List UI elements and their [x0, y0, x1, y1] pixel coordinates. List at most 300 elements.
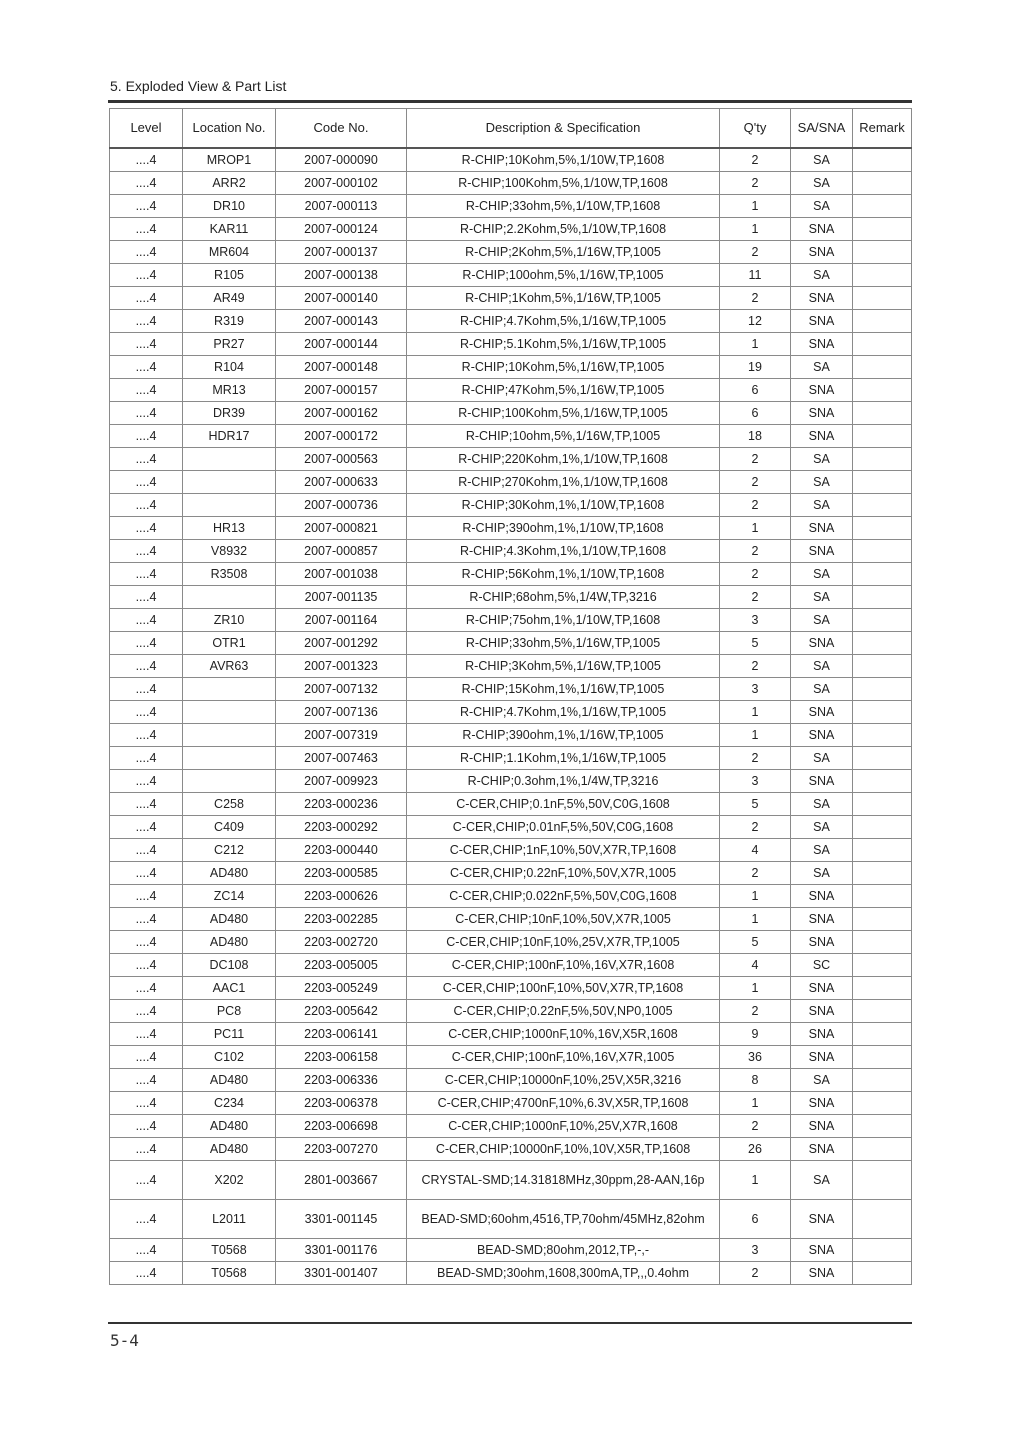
remark-cell	[853, 1262, 912, 1285]
sasna-cell: SNA	[791, 241, 853, 264]
header-location: Location No.	[183, 109, 276, 149]
description-cell: R-CHIP;2.2Kohm,5%,1/10W,TP,1608	[407, 218, 720, 241]
level-cell: ....4	[110, 1239, 183, 1262]
code-cell: 2007-009923	[276, 770, 407, 793]
table-row	[110, 632, 912, 655]
sasna-cell: SNA	[791, 1046, 853, 1069]
code-cell: 2007-000090	[276, 148, 407, 172]
location-cell: L2011	[183, 1200, 276, 1239]
remark-cell	[853, 1200, 912, 1239]
sasna-cell: SA	[791, 356, 853, 379]
qty-cell: 2	[720, 1000, 791, 1023]
qty-cell: 1	[720, 885, 791, 908]
code-cell: 2801-003667	[276, 1161, 407, 1200]
level-cell: ....4	[110, 241, 183, 264]
code-cell: 2203-005642	[276, 1000, 407, 1023]
location-cell	[183, 586, 276, 609]
table-row	[110, 862, 912, 885]
description-cell: R-CHIP;10Kohm,5%,1/16W,TP,1005	[407, 356, 720, 379]
code-cell: 2007-000633	[276, 471, 407, 494]
remark-cell	[853, 954, 912, 977]
code-cell: 2007-000162	[276, 402, 407, 425]
sasna-cell: SA	[791, 172, 853, 195]
remark-cell	[853, 471, 912, 494]
remark-cell	[853, 1000, 912, 1023]
remark-cell	[853, 448, 912, 471]
location-cell: R319	[183, 310, 276, 333]
table-row	[110, 816, 912, 839]
code-cell: 2203-005005	[276, 954, 407, 977]
location-cell: OTR1	[183, 632, 276, 655]
location-cell: C234	[183, 1092, 276, 1115]
level-cell: ....4	[110, 540, 183, 563]
location-cell: T0568	[183, 1262, 276, 1285]
table-row	[110, 448, 912, 471]
qty-cell: 9	[720, 1023, 791, 1046]
remark-cell	[853, 1069, 912, 1092]
level-cell: ....4	[110, 1115, 183, 1138]
sasna-cell: SA	[791, 1161, 853, 1200]
remark-cell	[853, 517, 912, 540]
remark-cell	[853, 1161, 912, 1200]
table-row	[110, 1023, 912, 1046]
level-cell: ....4	[110, 494, 183, 517]
table-row	[110, 494, 912, 517]
location-cell: PC8	[183, 1000, 276, 1023]
location-cell: HDR17	[183, 425, 276, 448]
description-cell: C-CER,CHIP;10nF,10%,25V,X7R,TP,1005	[407, 931, 720, 954]
qty-cell: 2	[720, 563, 791, 586]
remark-cell	[853, 816, 912, 839]
remark-cell	[853, 839, 912, 862]
description-cell: CRYSTAL-SMD;14.31818MHz,30ppm,28-AAN,16p	[407, 1161, 720, 1200]
level-cell: ....4	[110, 563, 183, 586]
sasna-cell: SA	[791, 494, 853, 517]
code-cell: 2007-001323	[276, 655, 407, 678]
description-cell: R-CHIP;30Kohm,1%,1/10W,TP,1608	[407, 494, 720, 517]
qty-cell: 3	[720, 678, 791, 701]
table-row	[110, 1262, 912, 1285]
level-cell: ....4	[110, 402, 183, 425]
qty-cell: 5	[720, 632, 791, 655]
table-row	[110, 701, 912, 724]
description-cell: R-CHIP;47Kohm,5%,1/16W,TP,1005	[407, 379, 720, 402]
description-cell: C-CER,CHIP;1000nF,10%,16V,X5R,1608	[407, 1023, 720, 1046]
header-remark: Remark	[853, 109, 912, 149]
level-cell: ....4	[110, 747, 183, 770]
table-row	[110, 241, 912, 264]
remark-cell	[853, 678, 912, 701]
table-row	[110, 1200, 912, 1239]
description-cell: R-CHIP;1Kohm,5%,1/16W,TP,1005	[407, 287, 720, 310]
code-cell: 2007-000113	[276, 195, 407, 218]
table-row	[110, 908, 912, 931]
level-cell: ....4	[110, 517, 183, 540]
qty-cell: 1	[720, 218, 791, 241]
location-cell: X202	[183, 1161, 276, 1200]
code-cell: 2007-007463	[276, 747, 407, 770]
location-cell: C409	[183, 816, 276, 839]
qty-cell: 8	[720, 1069, 791, 1092]
description-cell: C-CER,CHIP;1000nF,10%,25V,X7R,1608	[407, 1115, 720, 1138]
qty-cell: 5	[720, 931, 791, 954]
level-cell: ....4	[110, 172, 183, 195]
qty-cell: 1	[720, 977, 791, 1000]
level-cell: ....4	[110, 379, 183, 402]
qty-cell: 6	[720, 402, 791, 425]
code-cell: 2203-006378	[276, 1092, 407, 1115]
qty-cell: 2	[720, 448, 791, 471]
level-cell: ....4	[110, 1046, 183, 1069]
table-row	[110, 586, 912, 609]
sasna-cell: SNA	[791, 1239, 853, 1262]
qty-cell: 2	[720, 241, 791, 264]
location-cell	[183, 724, 276, 747]
level-cell: ....4	[110, 862, 183, 885]
table-row	[110, 287, 912, 310]
sasna-cell: SNA	[791, 1262, 853, 1285]
table-row	[110, 885, 912, 908]
description-cell: R-CHIP;390ohm,1%,1/16W,TP,1005	[407, 724, 720, 747]
header-description: Description & Specification	[407, 109, 720, 149]
sasna-cell: SNA	[791, 333, 853, 356]
header-level: Level	[110, 109, 183, 149]
location-cell	[183, 770, 276, 793]
description-cell: R-CHIP;33ohm,5%,1/16W,TP,1005	[407, 632, 720, 655]
table-row	[110, 1115, 912, 1138]
qty-cell: 1	[720, 724, 791, 747]
table-row	[110, 471, 912, 494]
parts-table	[109, 108, 912, 1285]
table-row	[110, 540, 912, 563]
table-row	[110, 655, 912, 678]
table-row	[110, 356, 912, 379]
description-cell: C-CER,CHIP;100nF,10%,16V,X7R,1608	[407, 954, 720, 977]
sasna-cell: SNA	[791, 379, 853, 402]
code-cell: 2007-001038	[276, 563, 407, 586]
level-cell: ....4	[110, 609, 183, 632]
sasna-cell: SNA	[791, 310, 853, 333]
location-cell: R105	[183, 264, 276, 287]
location-cell: MR604	[183, 241, 276, 264]
remark-cell	[853, 310, 912, 333]
code-cell: 2007-000140	[276, 287, 407, 310]
location-cell	[183, 678, 276, 701]
level-cell: ....4	[110, 333, 183, 356]
remark-cell	[853, 425, 912, 448]
qty-cell: 2	[720, 862, 791, 885]
table-row	[110, 1138, 912, 1161]
code-cell: 2007-000102	[276, 172, 407, 195]
description-cell: C-CER,CHIP;100nF,10%,50V,X7R,TP,1608	[407, 977, 720, 1000]
description-cell: C-CER,CHIP;0.22nF,10%,50V,X7R,1005	[407, 862, 720, 885]
sasna-cell: SA	[791, 816, 853, 839]
description-cell: R-CHIP;390ohm,1%,1/10W,TP,1608	[407, 517, 720, 540]
sasna-cell: SNA	[791, 540, 853, 563]
description-cell: C-CER,CHIP;0.022nF,5%,50V,C0G,1608	[407, 885, 720, 908]
code-cell: 2007-000563	[276, 448, 407, 471]
table-row	[110, 770, 912, 793]
level-cell: ....4	[110, 908, 183, 931]
remark-cell	[853, 770, 912, 793]
description-cell: C-CER,CHIP;10000nF,10%,10V,X5R,TP,1608	[407, 1138, 720, 1161]
parts-table-body	[110, 148, 912, 1285]
header-sasna: SA/SNA	[791, 109, 853, 149]
qty-cell: 1	[720, 1092, 791, 1115]
sasna-cell: SNA	[791, 1023, 853, 1046]
sasna-cell: SA	[791, 678, 853, 701]
code-cell: 2007-001292	[276, 632, 407, 655]
qty-cell: 2	[720, 816, 791, 839]
description-cell: C-CER,CHIP;10000nF,10%,25V,X5R,3216	[407, 1069, 720, 1092]
qty-cell: 2	[720, 287, 791, 310]
qty-cell: 2	[720, 1115, 791, 1138]
remark-cell	[853, 747, 912, 770]
location-cell: R3508	[183, 563, 276, 586]
level-cell: ....4	[110, 148, 183, 172]
qty-cell: 3	[720, 770, 791, 793]
description-cell: R-CHIP;2Kohm,5%,1/16W,TP,1005	[407, 241, 720, 264]
code-cell: 2007-000124	[276, 218, 407, 241]
code-cell: 2203-000626	[276, 885, 407, 908]
table-row	[110, 1000, 912, 1023]
table-row	[110, 148, 912, 172]
sasna-cell: SNA	[791, 908, 853, 931]
code-cell: 3301-001145	[276, 1200, 407, 1239]
level-cell: ....4	[110, 310, 183, 333]
remark-cell	[853, 1046, 912, 1069]
qty-cell: 1	[720, 195, 791, 218]
location-cell	[183, 494, 276, 517]
description-cell: BEAD-SMD;80ohm,2012,TP,-,-	[407, 1239, 720, 1262]
code-cell: 2007-000172	[276, 425, 407, 448]
table-row	[110, 1161, 912, 1200]
code-cell: 2203-006141	[276, 1023, 407, 1046]
level-cell: ....4	[110, 931, 183, 954]
sasna-cell: SNA	[791, 218, 853, 241]
section-title: 5. Exploded View & Part List	[110, 78, 287, 94]
sasna-cell: SA	[791, 839, 853, 862]
level-cell: ....4	[110, 1138, 183, 1161]
level-cell: ....4	[110, 195, 183, 218]
sasna-cell: SNA	[791, 931, 853, 954]
qty-cell: 1	[720, 333, 791, 356]
code-cell: 2203-000585	[276, 862, 407, 885]
description-cell: R-CHIP;100Kohm,5%,1/16W,TP,1005	[407, 402, 720, 425]
code-cell: 2007-000148	[276, 356, 407, 379]
sasna-cell: SA	[791, 471, 853, 494]
level-cell: ....4	[110, 770, 183, 793]
description-cell: BEAD-SMD;60ohm,4516,TP,70ohm/45MHz,82ohm	[407, 1200, 720, 1239]
level-cell: ....4	[110, 839, 183, 862]
sasna-cell: SA	[791, 1069, 853, 1092]
qty-cell: 6	[720, 379, 791, 402]
table-row	[110, 747, 912, 770]
table-header-row	[110, 109, 912, 149]
qty-cell: 11	[720, 264, 791, 287]
sasna-cell: SA	[791, 609, 853, 632]
sasna-cell: SNA	[791, 701, 853, 724]
code-cell: 2007-007319	[276, 724, 407, 747]
qty-cell: 5	[720, 793, 791, 816]
level-cell: ....4	[110, 724, 183, 747]
table-row	[110, 678, 912, 701]
level-cell: ....4	[110, 218, 183, 241]
location-cell: AR49	[183, 287, 276, 310]
remark-cell	[853, 931, 912, 954]
sasna-cell: SC	[791, 954, 853, 977]
remark-cell	[853, 494, 912, 517]
remark-cell	[853, 977, 912, 1000]
description-cell: R-CHIP;68ohm,5%,1/4W,TP,3216	[407, 586, 720, 609]
remark-cell	[853, 287, 912, 310]
location-cell: V8932	[183, 540, 276, 563]
description-cell: R-CHIP;220Kohm,1%,1/10W,TP,1608	[407, 448, 720, 471]
level-cell: ....4	[110, 885, 183, 908]
table-row	[110, 793, 912, 816]
remark-cell	[853, 402, 912, 425]
description-cell: R-CHIP;4.3Kohm,1%,1/10W,TP,1608	[407, 540, 720, 563]
qty-cell: 4	[720, 954, 791, 977]
sasna-cell: SNA	[791, 1200, 853, 1239]
table-row	[110, 563, 912, 586]
qty-cell: 36	[720, 1046, 791, 1069]
remark-cell	[853, 1115, 912, 1138]
description-cell: R-CHIP;1.1Kohm,1%,1/16W,TP,1005	[407, 747, 720, 770]
table-row	[110, 839, 912, 862]
table-row	[110, 402, 912, 425]
description-cell: BEAD-SMD;30ohm,1608,300mA,TP,,,0.4ohm	[407, 1262, 720, 1285]
location-cell: AD480	[183, 862, 276, 885]
header-qty: Q'ty	[720, 109, 791, 149]
location-cell: MROP1	[183, 148, 276, 172]
remark-cell	[853, 195, 912, 218]
qty-cell: 2	[720, 655, 791, 678]
code-cell: 2007-007136	[276, 701, 407, 724]
remark-cell	[853, 1023, 912, 1046]
description-cell: R-CHIP;10Kohm,5%,1/10W,TP,1608	[407, 148, 720, 172]
qty-cell: 2	[720, 148, 791, 172]
qty-cell: 2	[720, 586, 791, 609]
sasna-cell: SNA	[791, 770, 853, 793]
qty-cell: 2	[720, 1262, 791, 1285]
level-cell: ....4	[110, 977, 183, 1000]
level-cell: ....4	[110, 471, 183, 494]
remark-cell	[853, 609, 912, 632]
table-row	[110, 1069, 912, 1092]
description-cell: C-CER,CHIP;0.22nF,5%,50V,NP0,1005	[407, 1000, 720, 1023]
code-cell: 2007-000857	[276, 540, 407, 563]
remark-cell	[853, 1092, 912, 1115]
description-cell: R-CHIP;270Kohm,1%,1/10W,TP,1608	[407, 471, 720, 494]
top-rule	[108, 100, 912, 103]
level-cell: ....4	[110, 425, 183, 448]
remark-cell	[853, 586, 912, 609]
sasna-cell: SNA	[791, 632, 853, 655]
remark-cell	[853, 701, 912, 724]
qty-cell: 4	[720, 839, 791, 862]
remark-cell	[853, 356, 912, 379]
level-cell: ....4	[110, 1023, 183, 1046]
location-cell: DC108	[183, 954, 276, 977]
code-cell: 2203-002720	[276, 931, 407, 954]
location-cell: DR39	[183, 402, 276, 425]
table-row	[110, 425, 912, 448]
table-row	[110, 724, 912, 747]
description-cell: R-CHIP;4.7Kohm,1%,1/16W,TP,1005	[407, 701, 720, 724]
location-cell: AVR63	[183, 655, 276, 678]
location-cell: AD480	[183, 1138, 276, 1161]
qty-cell: 1	[720, 701, 791, 724]
table-row	[110, 1092, 912, 1115]
remark-cell	[853, 563, 912, 586]
qty-cell: 1	[720, 1161, 791, 1200]
description-cell: R-CHIP;75ohm,1%,1/10W,TP,1608	[407, 609, 720, 632]
location-cell	[183, 747, 276, 770]
remark-cell	[853, 793, 912, 816]
location-cell: ZC14	[183, 885, 276, 908]
table-row	[110, 264, 912, 287]
level-cell: ....4	[110, 1000, 183, 1023]
code-cell: 2007-000143	[276, 310, 407, 333]
description-cell: C-CER,CHIP;1nF,10%,50V,X7R,TP,1608	[407, 839, 720, 862]
level-cell: ....4	[110, 1161, 183, 1200]
table-row	[110, 172, 912, 195]
location-cell: PC11	[183, 1023, 276, 1046]
location-cell: AD480	[183, 1069, 276, 1092]
location-cell: ARR2	[183, 172, 276, 195]
qty-cell: 3	[720, 1239, 791, 1262]
remark-cell	[853, 172, 912, 195]
level-cell: ....4	[110, 655, 183, 678]
remark-cell	[853, 540, 912, 563]
location-cell: AD480	[183, 1115, 276, 1138]
code-cell: 2007-001135	[276, 586, 407, 609]
table-row	[110, 379, 912, 402]
location-cell: DR10	[183, 195, 276, 218]
code-cell: 2007-000138	[276, 264, 407, 287]
location-cell: PR27	[183, 333, 276, 356]
location-cell: R104	[183, 356, 276, 379]
sasna-cell: SNA	[791, 724, 853, 747]
header-code: Code No.	[276, 109, 407, 149]
remark-cell	[853, 264, 912, 287]
qty-cell: 2	[720, 540, 791, 563]
level-cell: ....4	[110, 632, 183, 655]
code-cell: 2007-000821	[276, 517, 407, 540]
location-cell: ZR10	[183, 609, 276, 632]
level-cell: ....4	[110, 954, 183, 977]
sasna-cell: SA	[791, 148, 853, 172]
remark-cell	[853, 908, 912, 931]
level-cell: ....4	[110, 1092, 183, 1115]
remark-cell	[853, 241, 912, 264]
description-cell: R-CHIP;10ohm,5%,1/16W,TP,1005	[407, 425, 720, 448]
location-cell: C212	[183, 839, 276, 862]
sasna-cell: SNA	[791, 1138, 853, 1161]
description-cell: R-CHIP;33ohm,5%,1/10W,TP,1608	[407, 195, 720, 218]
qty-cell: 1	[720, 517, 791, 540]
code-cell: 2007-000144	[276, 333, 407, 356]
remark-cell	[853, 379, 912, 402]
description-cell: C-CER,CHIP;100nF,10%,16V,X7R,1005	[407, 1046, 720, 1069]
description-cell: R-CHIP;100Kohm,5%,1/10W,TP,1608	[407, 172, 720, 195]
qty-cell: 2	[720, 747, 791, 770]
code-cell: 2203-007270	[276, 1138, 407, 1161]
sasna-cell: SA	[791, 862, 853, 885]
location-cell: T0568	[183, 1239, 276, 1262]
level-cell: ....4	[110, 701, 183, 724]
